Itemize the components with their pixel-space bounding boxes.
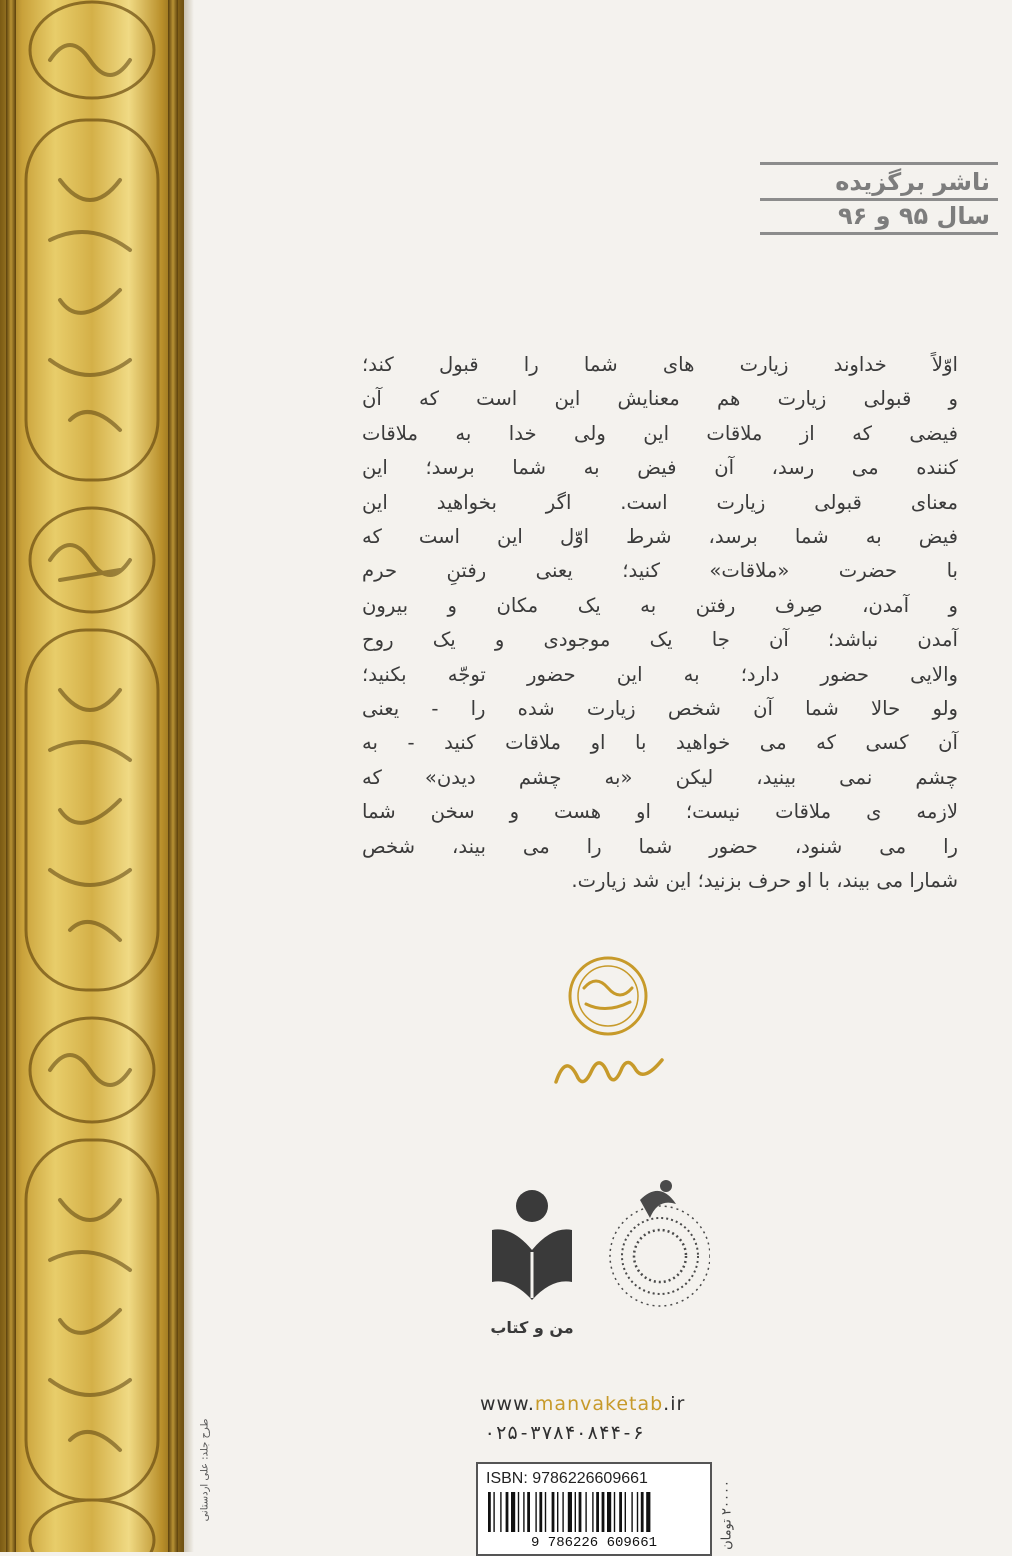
award-rule-bottom: [760, 232, 998, 235]
quote-line: و آمدن، صِرف رفتن به یک مکان و بیرون: [362, 593, 958, 617]
quote-line: کننده می رسد، آن فیض به شما برسد؛ این: [362, 456, 958, 480]
quote-line: لازمه ی ملاقات نیست؛ او هست و سخن شما: [362, 800, 958, 824]
gold-ornament-spine: [0, 0, 184, 1552]
seal-calligraphy-icon: [584, 981, 632, 1009]
isbn-text: ISBN: 9786226609661: [486, 1470, 648, 1487]
price-label: [712, 1480, 742, 1550]
seal-and-signature: [544, 954, 674, 1104]
publisher-logos: [470, 1170, 710, 1320]
quote-line: فیضی که از ملاقات این ولی خدا به ملاقات: [362, 421, 958, 445]
award-rule-top: [760, 162, 998, 165]
quote-line: آمدن نباشد؛ آن جا یک موجودی و یک روح: [362, 628, 958, 652]
price-text: ۲۰۰۰۰ تومان: [719, 1480, 735, 1550]
website-suffix: .ir: [663, 1393, 686, 1415]
quote-line: آن کسی که می خواهید با او ملاقات کنید - به: [362, 731, 958, 755]
signature-icon: [556, 1060, 662, 1082]
barcode-icon: [484, 1492, 704, 1548]
quote-text: [362, 348, 958, 899]
award-line-2: سال ۹۵ و ۹۶: [837, 202, 990, 230]
website-brand: manvaketab: [534, 1393, 664, 1415]
designer-text: طرح جلد: علی اردستانی: [199, 1418, 211, 1522]
website-prefix: www.: [480, 1393, 535, 1415]
dotted-bird-logo-icon: [610, 1180, 710, 1306]
phone-number: ۰۲۵-۳۷۸۴۰۸۴۴-۶: [484, 1422, 645, 1444]
quote-line: فیض به شما برسد، شرط اوّل این است که: [362, 525, 958, 549]
quote-line: شمارا می بیند، با او حرف بزنید؛ این شد زیارت.: [571, 869, 958, 893]
quote-line: ولو حالا شما آن شخص زیارت شده را - یعنی: [362, 697, 958, 721]
quote-line: معنای قبولی زیارت است. اگر بخواهید این: [362, 490, 958, 514]
isbn-digits: 9 786226 609661: [530, 1535, 658, 1548]
quote-line: با حضرت «ملاقات» کنید؛ یعنی رفتنِ حرم: [362, 559, 958, 583]
quote-line: چشم نمی بینید، لیکن «به چشم دیدن» که: [362, 765, 958, 789]
seal-inner-ring-icon: [578, 966, 638, 1026]
seal-ring-icon: [570, 958, 646, 1034]
calligraphy-panels: [0, 0, 184, 1552]
cover-designer-credit: [192, 1400, 218, 1540]
quote-line: والایی حضور دارد؛ به این حضور توجّه بکنید؛: [362, 662, 958, 686]
publisher-logo-label: من و کتاب: [490, 1318, 574, 1337]
website-url: [480, 1393, 685, 1415]
man-va-ketab-logo-icon: [492, 1190, 572, 1300]
award-rule-middle: [760, 198, 998, 201]
quote-line: اوّلاً خداوند زیارت های شما را قبول کند؛: [362, 353, 958, 376]
isbn-barcode-box: [476, 1462, 712, 1556]
award-line-1: ناشر برگزیده: [835, 168, 990, 196]
quote-line: و قبولی زیارت هم معنایش این است که آن: [362, 387, 958, 411]
award-badge: [760, 160, 998, 230]
quote-line: را می شنود، حضور شما را می بیند، شخص: [362, 834, 958, 858]
spine-edge-shadow: [184, 0, 194, 1552]
